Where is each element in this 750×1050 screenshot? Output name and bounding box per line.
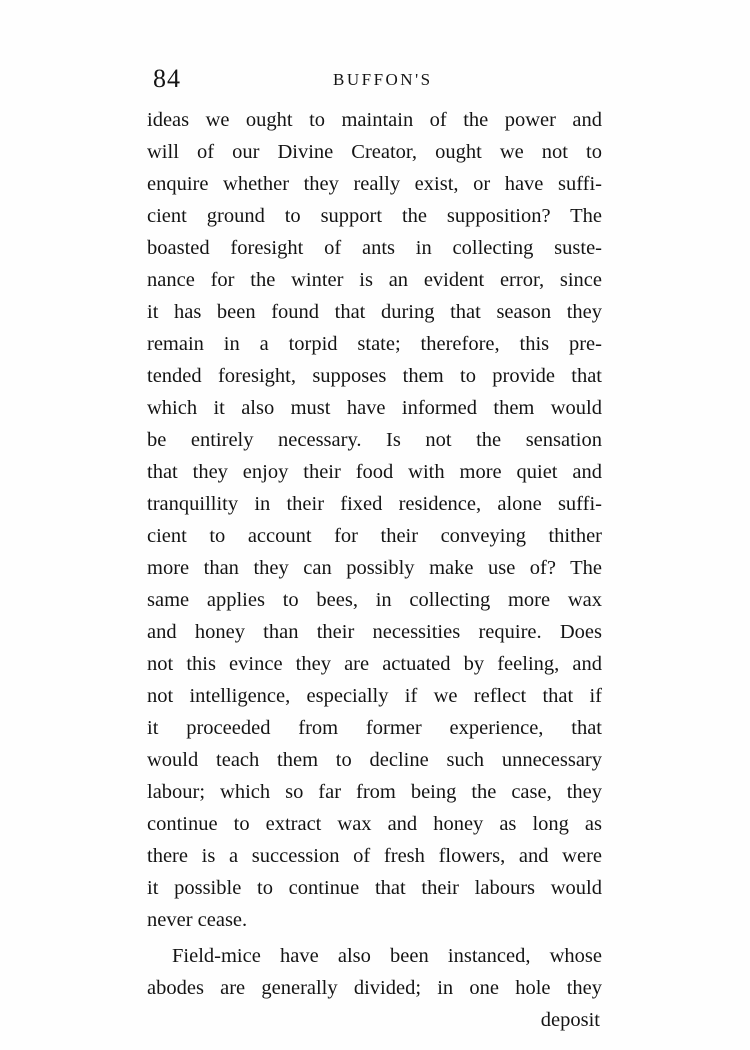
text-line: not intelligence, especially if we reflect that if (147, 685, 602, 707)
body-text (147, 105, 602, 999)
text-line: there is a succession of fresh flowers, and were (147, 845, 602, 867)
page-number: 84 (153, 64, 181, 93)
text-line: continue to extract wax and honey as long as (147, 813, 602, 835)
text-line: nance for the winter is an evident error, since (147, 269, 602, 291)
text-line: tranquillity in their fixed residence, alone suffi- (147, 493, 602, 515)
text-line: abodes are generally divided; in one hole they (147, 977, 602, 999)
text-line: tended foresight, supposes them to provide that (147, 365, 602, 387)
text-line: same applies to bees, in collecting more wax (147, 589, 602, 611)
text-line: cient ground to support the supposition? The (147, 205, 602, 227)
text-line: enquire whether they really exist, or have suffi- (147, 173, 602, 195)
text-line: which it also must have informed them would (147, 397, 602, 419)
text-line: not this evince they are actuated by feeling, and (147, 653, 602, 675)
text-line: would teach them to decline such unnecessary (147, 749, 602, 771)
catchword: deposit (540, 1009, 600, 1031)
text-line: be entirely necessary. Is not the sensation (147, 429, 602, 451)
text-line: it proceeded from former experience, that (147, 717, 602, 739)
text-line: will of our Divine Creator, ought we not to (147, 141, 602, 163)
text-line: it possible to continue that their labours would (147, 877, 602, 899)
page-header (153, 62, 600, 96)
text-line: labour; which so far from being the case, they (147, 781, 602, 803)
text-line: never cease. (147, 909, 248, 931)
text-line: ideas we ought to maintain of the power and (147, 109, 602, 131)
running-head: BUFFON'S (333, 70, 433, 89)
text-line: and honey than their necessities require. Does (147, 621, 602, 643)
text-line: cient to account for their conveying thither (147, 525, 602, 547)
text-line: remain in a torpid state; therefore, this pre- (147, 333, 602, 355)
text-line: Field-mice have also been instanced, whose (172, 945, 602, 967)
text-line: boasted foresight of ants in collecting suste- (147, 237, 602, 259)
text-line: it has been found that during that season they (147, 301, 602, 323)
text-line: more than they can possibly make use of? The (147, 557, 602, 579)
text-line: that they enjoy their food with more quiet and (147, 461, 602, 483)
